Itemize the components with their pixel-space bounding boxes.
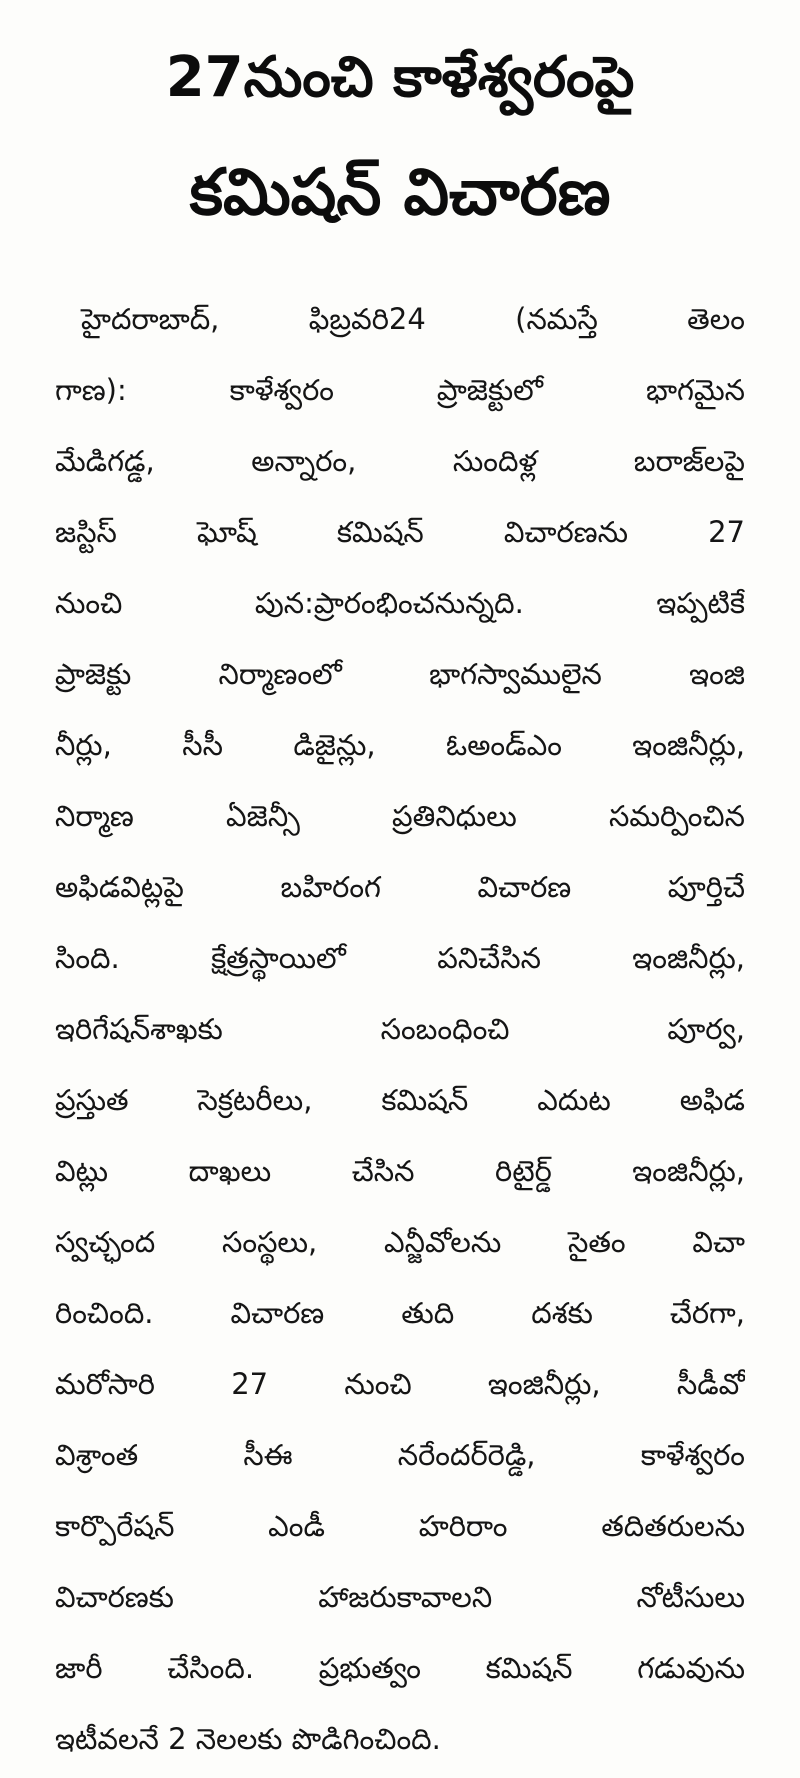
headline-line-2: కమిషన్ విచారణ [189, 156, 611, 230]
body-line: ప్రస్తుత సెక్రటరీలు, కమిషన్ ఎదుట అఫిడ [55, 1083, 745, 1117]
body-line: స్వచ్ఛంద సంస్థలు, ఎన్జీవోలను సైతం విచా [55, 1225, 745, 1259]
body-line: రించింది. విచారణ తుది దశకు చేరగా, [55, 1296, 745, 1330]
article-body [55, 284, 745, 1775]
body-line: విట్లు దాఖలు చేసిన రిటైర్డ్ ఇంజినీర్లు, [55, 1154, 745, 1188]
body-line: ఇరిగేషన్‌శాఖకు సంబంధించి పూర్వ, [55, 1012, 745, 1046]
body-line: జస్టిస్ ఘోష్ కమిషన్ విచారణను 27 [55, 515, 745, 549]
body-line: ప్రాజెక్టు నిర్మాణంలో భాగస్వాములైన ఇంజి [55, 657, 745, 691]
body-line: ఇటీవలనే 2 నెలలకు పొడిగించింది. [55, 1722, 441, 1756]
body-line: విశ్రాంత సీఈ నరేందర్‌రెడ్డి, కాళేశ్వరం [55, 1438, 745, 1472]
body-line: జారీ చేసింది. ప్రభుత్వం కమిషన్ గడువును [55, 1651, 745, 1685]
body-line: కార్పొరేషన్ ఎండీ హరిరాం తదితరులను [55, 1509, 745, 1543]
body-line: అఫిడవిట్లపై బహిరంగ విచారణ పూర్తిచే [55, 870, 745, 904]
body-line: హైదరాబాద్, ఫిబ్రవరి24 (నమస్తే తెలం [81, 302, 745, 336]
body-line: మేడిగడ్డ, అన్నారం, సుందిళ్ల బరాజ్‌లపై [55, 444, 745, 478]
headline-line-1: 27నుంచి కాళేశ్వరంపై [165, 45, 635, 110]
body-line: నీర్లు, సీసీ డిజైన్లు, ఓఅండ్ఎం ఇంజినీర్లు, [55, 728, 745, 762]
body-line: మరోసారి 27 నుంచి ఇంజినీర్లు, సీడీవో [55, 1367, 745, 1401]
body-line: సింది. క్షేత్రస్థాయిలో పనిచేసిన ఇంజినీర్లు, [55, 941, 745, 975]
body-line: నుంచి పున:ప్రారంభించనున్నది. ఇప్పటికే [55, 586, 745, 620]
body-line: నిర్మాణ ఏజెన్సీ ప్రతినిధులు సమర్పించిన [55, 799, 745, 833]
body-line: గాణ): కాళేశ్వరం ప్రాజెక్టులో భాగమైన [55, 373, 745, 407]
body-line: విచారణకు హాజరుకావాలని నోటీసులు [55, 1580, 745, 1614]
